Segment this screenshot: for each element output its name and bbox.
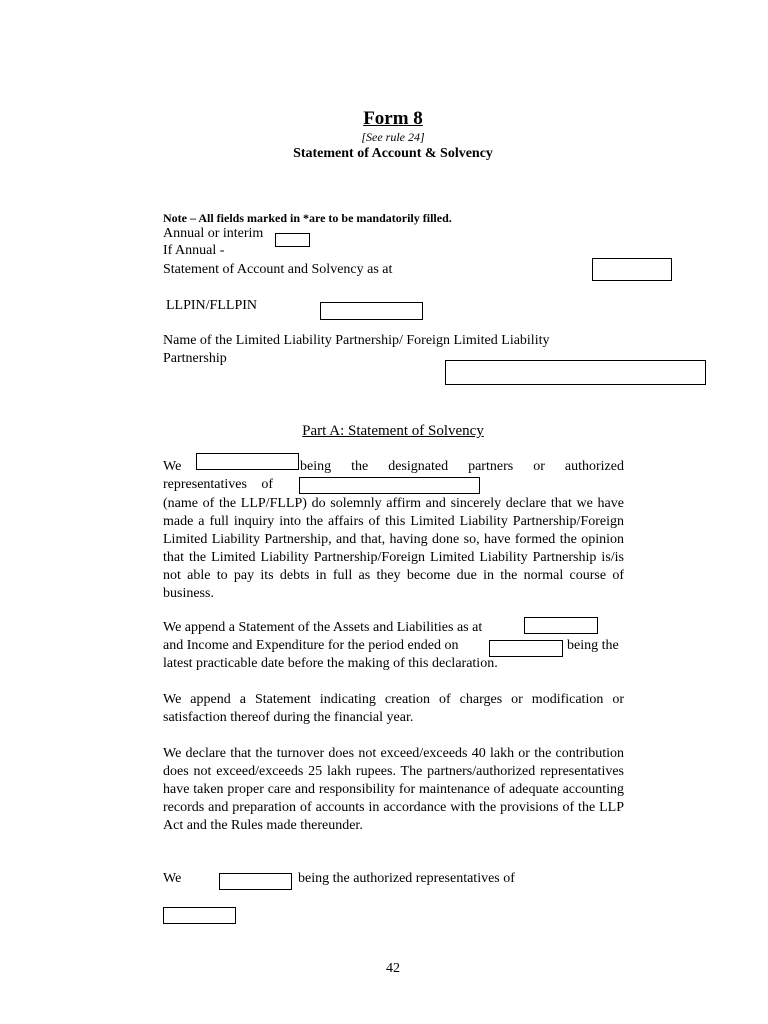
p1-word: or xyxy=(533,459,545,474)
p5-we: We xyxy=(163,871,182,886)
llp-name-declaration-input[interactable] xyxy=(299,477,480,494)
p1-word: designated xyxy=(388,459,449,474)
statement-as-at-date-input[interactable] xyxy=(592,258,672,281)
form-title: Form 8 xyxy=(363,108,423,129)
p3-body: We append a Statement indicating creation of charges or modification or satisfaction thereof during the financial year. xyxy=(163,692,624,725)
p5-rest: being the authorized representatives of xyxy=(298,871,515,886)
p1-word: authorized xyxy=(564,459,624,474)
llp-name-input[interactable] xyxy=(445,360,706,385)
p1-body: (name of the LLP/FLLP) do solemnly affirm and sincerely declare that we have made a full inquiry into the affairs of this Limited Liability Partnership/Foreign Limited Liability Partnership, and that, having done so, have formed the opinion that the Limited Liability Partnership/Foreign Limited Liability Partnership is/is not able to pay its debts in full as they become due in the normal course of business. xyxy=(163,496,624,601)
p1-word: the xyxy=(351,459,369,474)
form-subtitle: Statement of Account & Solvency xyxy=(293,146,493,161)
p2-line1: We append a Statement of the Assets and Liabilities as at xyxy=(163,620,483,635)
p2-line2: and Income and Expenditure for the period ended on xyxy=(163,638,459,653)
part-a-heading: Part A: Statement of Solvency xyxy=(302,423,484,439)
statement-as-at-label: Statement of Account and Solvency as at xyxy=(163,262,393,277)
llpin-input[interactable] xyxy=(320,302,423,320)
llp-name-label-line2: Partnership xyxy=(163,351,227,366)
if-annual-label: If Annual - xyxy=(163,243,225,258)
llp-name-label-line1: Name of the Limited Liability Partnership/ Foreign Limited Liability xyxy=(163,333,550,348)
p4-body: We declare that the turnover does not exceed/exceeds 40 lakh or the contribution does not exceed/exceeds 25 lakh rupees. The partners/authorized representatives have taken proper care and responsibility for maintenance of adequate accounting records and preparation of accounts in accordance with the provisions of the LLP Act and the Rules made thereunder. xyxy=(163,746,624,833)
p1-line2 xyxy=(163,477,273,493)
p2-being-the: being the xyxy=(567,638,619,653)
p1-word: being xyxy=(300,459,332,474)
assets-liabilities-date-input[interactable] xyxy=(524,617,598,634)
p1-word: of xyxy=(261,477,273,492)
p1-word: partners xyxy=(468,459,514,474)
annual-or-interim-input[interactable] xyxy=(275,233,310,247)
authorized-reps-names-input[interactable] xyxy=(219,873,292,890)
mandatory-note: Note – All fields marked in *are to be mandatorily filled. xyxy=(163,211,452,225)
annual-or-interim-label: Annual or interim xyxy=(163,226,264,241)
llpin-label: LLPIN/FLLPIN xyxy=(166,298,257,313)
rule-reference: [See rule 24] xyxy=(361,130,425,144)
p2-line3: latest practicable date before the making of this declaration. xyxy=(163,656,498,671)
p1-we: We xyxy=(163,459,182,474)
period-ended-date-input[interactable] xyxy=(489,640,563,657)
page-number: 42 xyxy=(386,961,400,976)
partner-names-input[interactable] xyxy=(196,453,299,470)
llp-name-final-input[interactable] xyxy=(163,907,236,924)
p1-word: representatives xyxy=(163,477,247,492)
p1-line1 xyxy=(300,459,624,475)
